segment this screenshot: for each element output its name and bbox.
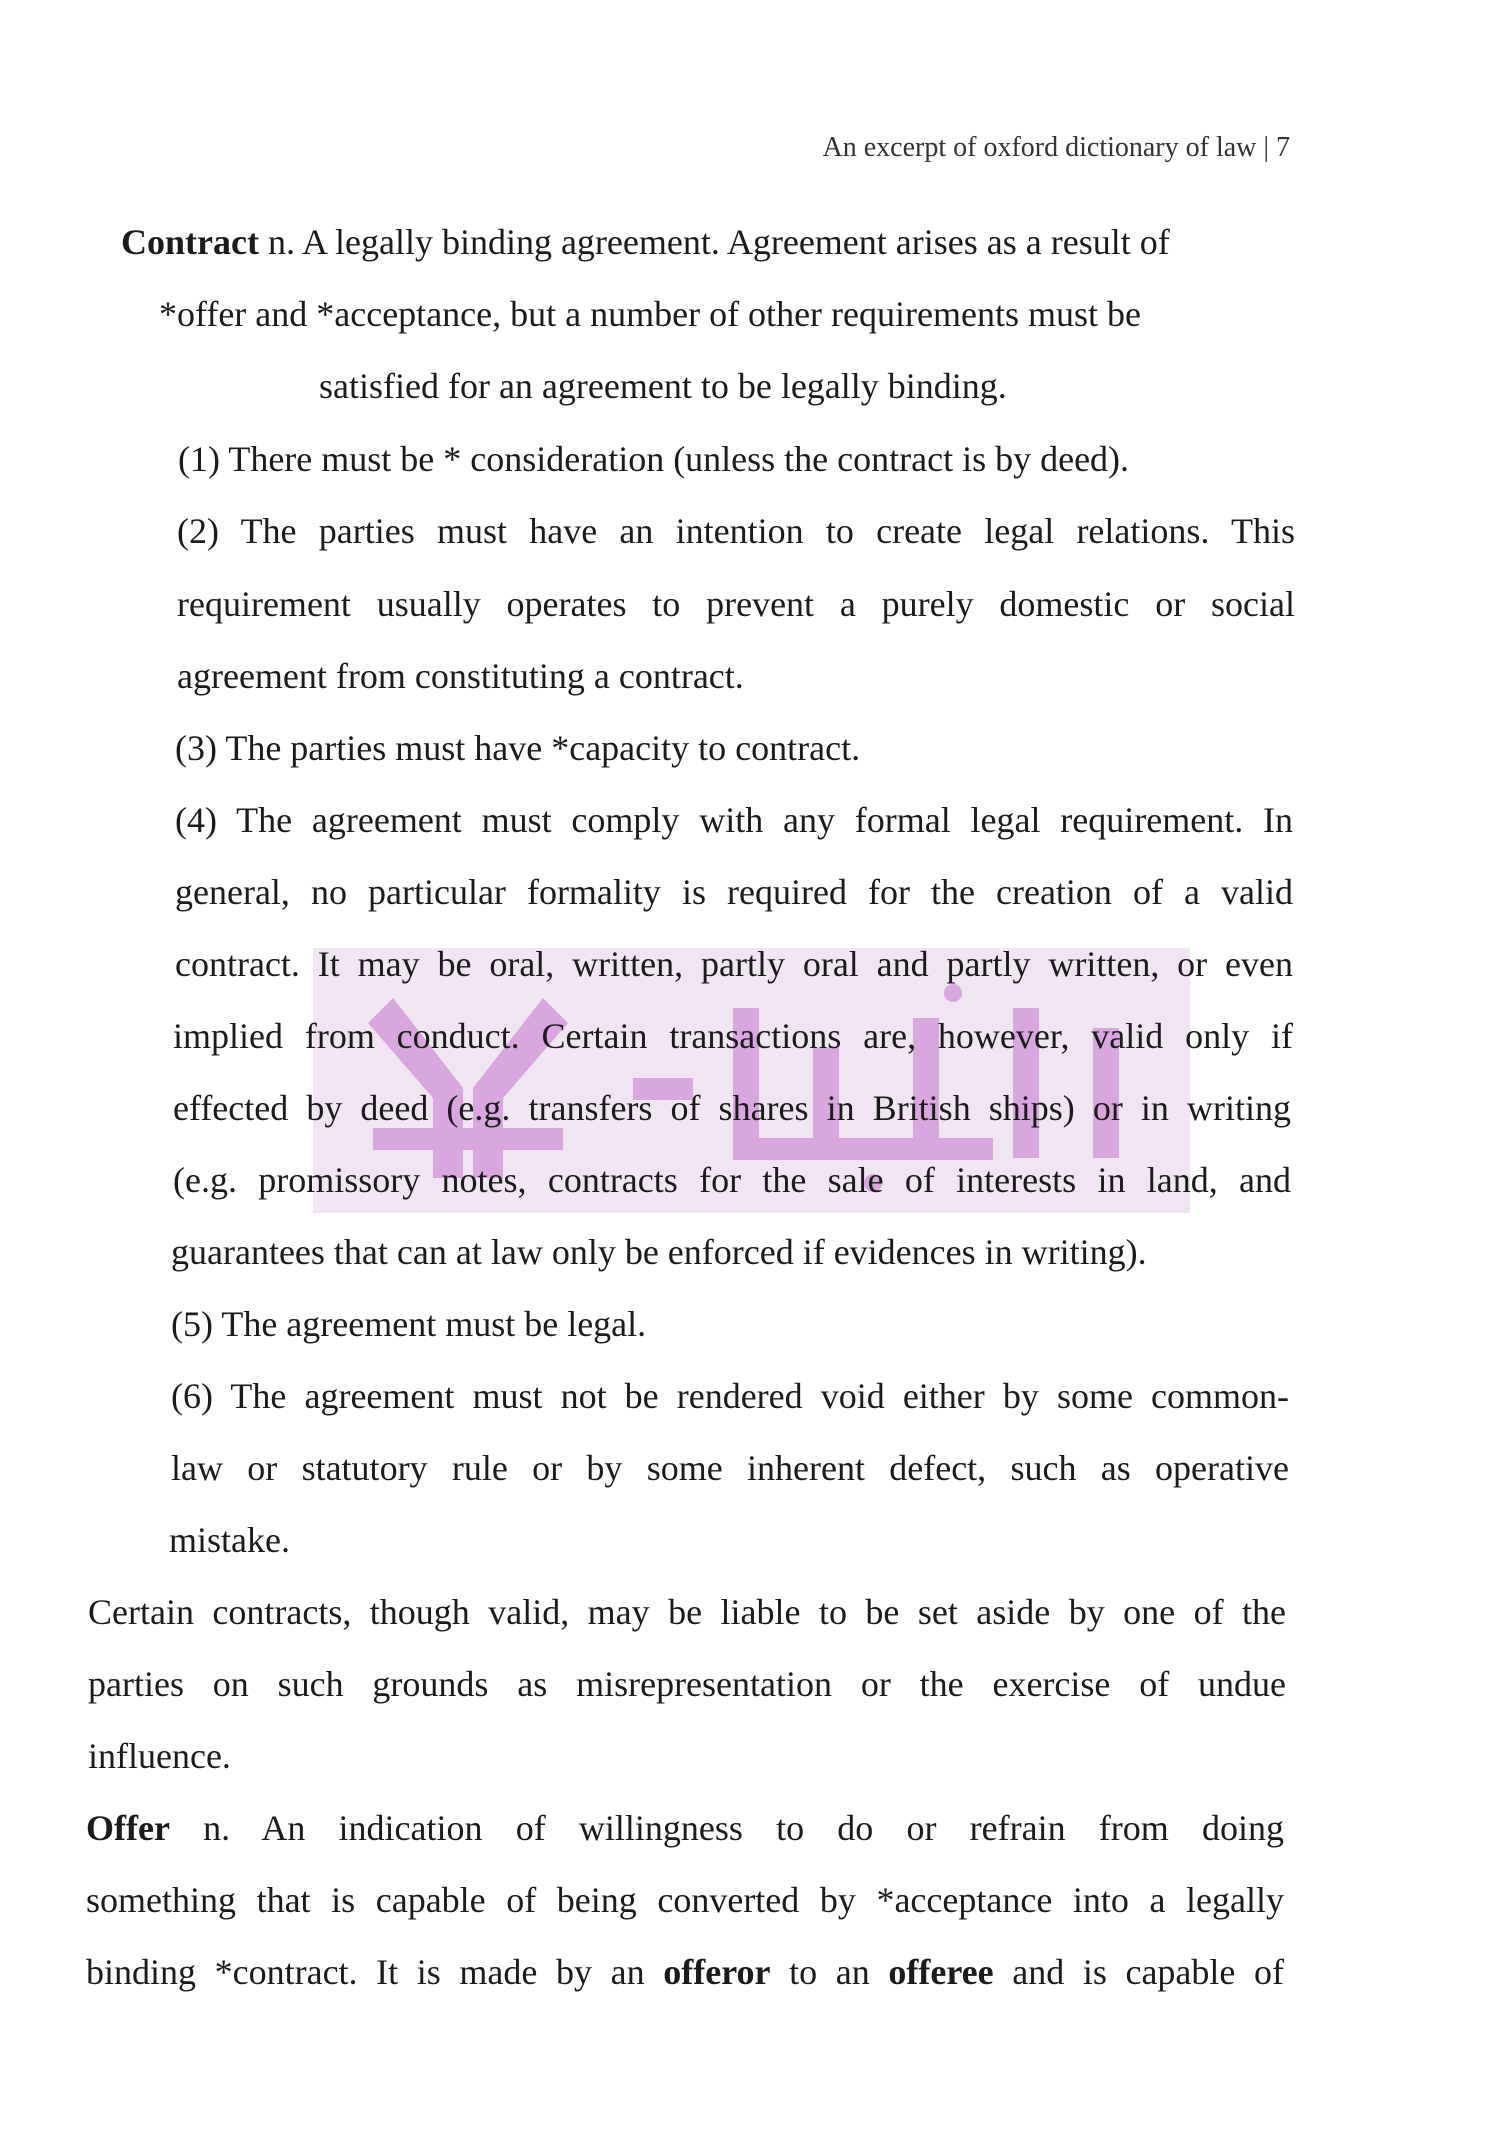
contract-closing-line-3: influence.	[88, 1736, 231, 1776]
requirement-4-line-5: effected by deed (e.g. transfers of shares in British ships) or in writing	[173, 1088, 1291, 1128]
offeror-term: offeror	[663, 1952, 771, 1992]
requirement-4-line-2: general, no particular formality is required for the creation of a valid	[175, 872, 1293, 912]
requirement-4-line-7: guarantees that can at law only be enforced if evidences in writing).	[171, 1232, 1147, 1272]
offeree-term: offeree	[888, 1952, 994, 1992]
offer-line-1: Offer n. An indication of willingness to do or refrain from doing	[86, 1808, 1284, 1848]
contract-term: Contract	[121, 222, 259, 262]
page-header: An excerpt of oxford dictionary of law | 7	[822, 132, 1290, 163]
offer-line-2: something that is capable of being converted by *acceptance into a legally	[86, 1880, 1284, 1920]
requirement-5: (5) The agreement must be legal.	[171, 1304, 647, 1344]
requirement-4-line-6: (e.g. promissory notes, contracts for the sale of interests in land, and	[173, 1160, 1291, 1200]
contract-line-1: Contract n. A legally binding agreement. Agreement arises as a result of	[121, 222, 1170, 262]
contract-line-3: satisfied for an agreement to be legally binding.	[319, 366, 1007, 406]
contract-closing-line-1: Certain contracts, though valid, may be liable to be set aside by one of the	[88, 1592, 1286, 1632]
requirement-2-line-3: agreement from constituting a contract.	[177, 656, 744, 696]
requirement-4-line-1: (4) The agreement must comply with any formal legal requirement. In	[175, 800, 1293, 840]
requirement-2-line-2: requirement usually operates to prevent a purely domestic or social	[177, 584, 1295, 624]
offer-term: Offer	[86, 1808, 170, 1848]
requirement-3: (3) The parties must have *capacity to contract.	[175, 728, 861, 768]
requirement-2-line-1: (2) The parties must have an intention to create legal relations. This	[177, 511, 1295, 551]
requirement-1: (1) There must be * consideration (unless the contract is by deed).	[178, 439, 1130, 479]
offer-line-3: binding *contract. It is made by an offeror to an offeree and is capable of	[86, 1952, 1284, 1992]
requirement-6-line-2: law or statutory rule or by some inherent defect, such as operative	[171, 1448, 1289, 1488]
requirement-4-line-4: implied from conduct. Certain transactions are, however, valid only if	[173, 1016, 1293, 1056]
requirement-6-line-3: mistake.	[169, 1520, 290, 1560]
requirement-6-line-1: (6) The agreement must not be rendered void either by some common-	[171, 1376, 1289, 1416]
contract-closing-line-2: parties on such grounds as misrepresentation or the exercise of undue	[88, 1664, 1286, 1704]
requirement-4-line-3: contract. It may be oral, written, partly oral and partly written, or even	[175, 944, 1293, 984]
contract-line-2: *offer and *acceptance, but a number of other requirements must be	[159, 294, 1141, 334]
